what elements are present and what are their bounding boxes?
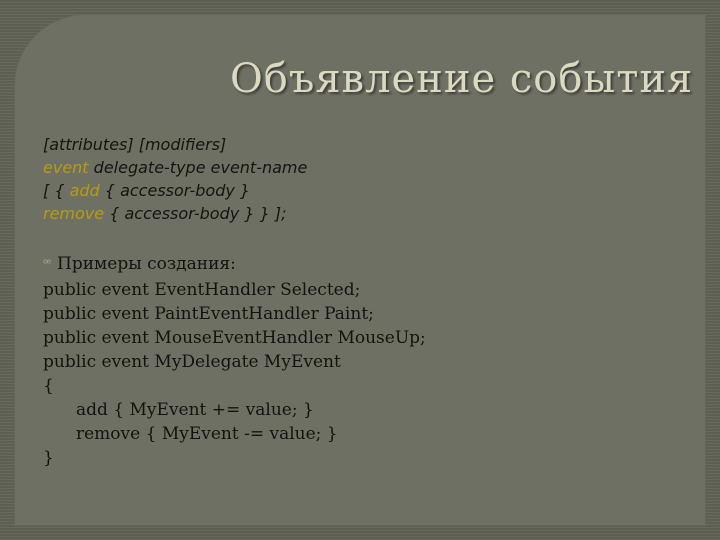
- slide-title: Объявление события: [230, 56, 694, 102]
- bullet-item: [43, 253, 236, 276]
- code-line: remove { MyEvent -= value; }: [76, 424, 338, 444]
- syntax-block: [43, 133, 307, 225]
- syntax-line-2-rest: delegate-type event-name: [88, 158, 308, 177]
- code-line: public event PaintEventHandler Paint;: [43, 304, 374, 324]
- z-bullet-icon: ꟹ: [43, 257, 52, 272]
- syntax-line-4-rest: { accessor-body } } ];: [104, 204, 287, 223]
- bullet-text: Примеры создания:: [57, 254, 236, 274]
- keyword-event: event: [43, 158, 89, 177]
- code-line: public event EventHandler Selected;: [43, 280, 361, 300]
- code-line: add { MyEvent += value; }: [76, 400, 314, 420]
- keyword-remove: remove: [43, 204, 105, 223]
- syntax-line-3: [43, 179, 307, 202]
- code-line: public event MouseEventHandler MouseUp;: [43, 328, 426, 348]
- syntax-line-3-rest: { accessor-body }: [99, 181, 251, 200]
- code-line: }: [43, 448, 54, 468]
- syntax-line-2: [43, 156, 307, 179]
- syntax-line-1: [attributes] [modifiers]: [43, 135, 227, 154]
- code-line: public event MyDelegate MyEvent: [43, 352, 341, 372]
- syntax-line-3-prefix: [ {: [43, 181, 70, 200]
- syntax-line-4: [43, 202, 307, 225]
- code-line: {: [43, 376, 54, 396]
- keyword-add: add: [69, 181, 100, 200]
- code-block: [43, 278, 426, 470]
